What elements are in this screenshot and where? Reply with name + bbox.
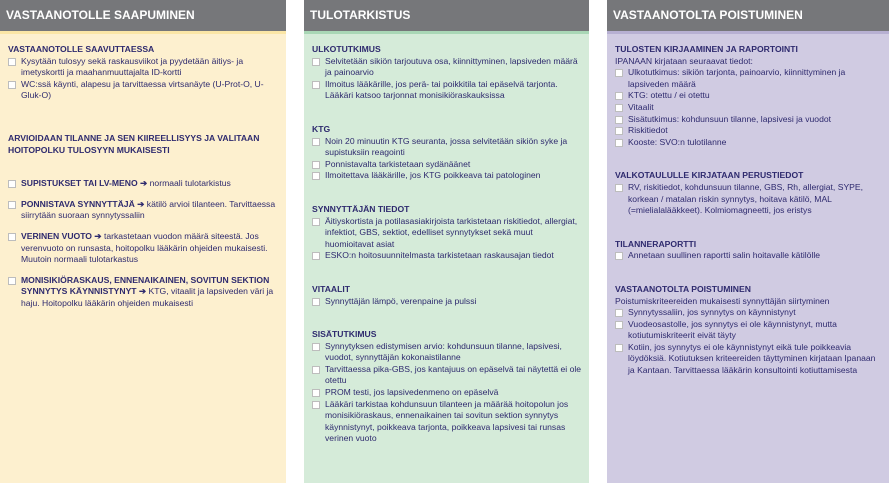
list-item: Annetaan suullinen raportti salin hoitavalle kätilölle: [615, 250, 883, 262]
checkbox-icon: [615, 139, 623, 147]
checkbox-icon: [8, 277, 16, 285]
checkbox-icon: [615, 104, 623, 112]
checkbox-icon: [312, 58, 320, 66]
checkbox-icon: [8, 81, 16, 89]
list-item: KTG: otettu / ei otettu: [615, 90, 883, 102]
checkbox-icon: [312, 81, 320, 89]
list-item: Sisätutkimus: kohdunsuun tilanne, lapsivesi ja vuodot: [615, 114, 883, 126]
list-item: Kotiin, jos synnytys ei ole käynnistynyt eikä tule poikkeavia löydöksiä. Kotiutuksen kriteereiden täyttyminen kirjataan Ipanaan ja Kantaan. Tarvittaessa lääkärin konsultointi kotiuttamisesta: [615, 342, 883, 377]
arrow-icon: ➔: [138, 286, 147, 297]
checkbox-icon: [615, 69, 623, 77]
checkbox-icon: [312, 138, 320, 146]
checkbox-icon: [615, 116, 623, 124]
checkbox-icon: [312, 389, 320, 397]
list-item: Ilmoitettava lääkärille, jos KTG poikkeava tai patologinen: [312, 170, 583, 182]
checkbox-icon: [615, 127, 623, 135]
column-body-departure: [607, 34, 889, 483]
section-intro: Poistumiskriteereiden mukaisesti synnyttäjän siirtyminen: [615, 295, 830, 306]
list-item: Äitiyskortista ja potilasasiakirjoista tarkistetaan riskitiedot, allergiat, infektiot, GBS, sektiot, edelliset synnytykset sekä muut huomioitavat asiat: [312, 216, 583, 251]
checkbox-icon: [312, 252, 320, 260]
column-admission-check: [304, 0, 589, 483]
list-item: Tarvittaessa pika-GBS, jos kantajuus on epäselvä tai näytettä ei ole otettu: [312, 364, 583, 387]
checkbox-icon: [615, 92, 623, 100]
list-item: Ponnistavalta tarkistetaan sydänäänet: [312, 159, 583, 171]
checkbox-icon: [312, 298, 320, 306]
section-title-patient-info: SYNNYTTÄJÄN TIEDOT: [312, 203, 410, 214]
section-title-departure: VASTAANOTOLTA POISTUMINEN: [615, 283, 751, 294]
checkbox-icon: [312, 343, 320, 351]
arrow-icon: ➔: [140, 178, 148, 189]
list-item: Synnytyksen edistymisen arvio: kohdunsuun tilanne, lapsivesi, vuodot, synnyttäjän kokonaistilanne: [312, 341, 583, 364]
section-title-assessment: ARVIOIDAAN TILANNE JA SEN KIIREELLISYYS JA VALITAAN HOITOPOLKU TULOSYYN MUKAISESTI: [8, 132, 260, 155]
column-departure: [607, 0, 889, 483]
checkbox-icon: [8, 58, 16, 66]
column-body-admission-check: [304, 34, 589, 483]
list-item: Kooste: SVO:n tulotilanne: [615, 137, 883, 149]
section-title-arrival: VASTAANOTOLLE SAAVUTTAESSA: [8, 44, 155, 54]
list-item: Kysytään tulosyy sekä raskausviikot ja pyydetään äitiys- ja imetyskortti ja maahanmuuttajalta ID-kortti: [8, 56, 280, 79]
list-item: Vuodeosastolle, jos synnytys ei ole käynnistynyt, mutta kotiutumiskriteerit eivät täyty: [615, 319, 883, 342]
list-item: PROM testi, jos lapsivedenmeno on epäselvä: [312, 387, 583, 399]
checkbox-icon: [615, 184, 623, 192]
section-intro: IPANAAN kirjataan seuraavat tiedot:: [615, 55, 753, 66]
list-item: MONISIKIÖRASKAUS, ENNENAIKAINEN, SOVITUN SEKTION SYNNYTYS KÄYNNISTYNYT ➔ KTG, vitaalit ja lapsiveden väri ja haju. Hoitopolku lääkärin ohjeiden mukaisesti: [8, 275, 280, 310]
checkbox-icon: [615, 344, 623, 352]
checkbox-icon: [8, 233, 16, 241]
arrow-icon: ➔: [94, 230, 102, 241]
list-item: Ulkotutkimus: sikiön tarjonta, painoarvio, kiinnittyminen ja lapsiveden määrä: [615, 67, 883, 90]
checkbox-icon: [615, 321, 623, 329]
checkbox-icon: [615, 309, 623, 317]
list-item: SUPISTUKSET TAI LV-MENO ➔ normaali tulotarkistus: [8, 178, 280, 190]
checkbox-icon: [312, 172, 320, 180]
list-item: WC:ssä käynti, alapesu ja tarvittaessa virtsanäyte (U-Prot-O, U-Gluk-O): [8, 79, 280, 102]
section-title-recording: TULOSTEN KIRJAAMINEN JA RAPORTOINTI: [615, 44, 798, 54]
list-item: PONNISTAVA SYNNYTTÄJÄ ➔ kätilö arvioi tilanteen. Tarvittaessa siirrytään suoraan synnytyssaliin: [8, 199, 280, 222]
section-title-internal-exam: SISÄTUTKIMUS: [312, 329, 377, 340]
checkbox-icon: [312, 401, 320, 409]
column-arrival: [0, 0, 286, 483]
column-header-departure: VASTAANOTOLTA POISTUMINEN: [607, 0, 889, 31]
list-item: ESKO:n hoitosuunnitelmasta tarkistetaan raskausajan tiedot: [312, 250, 583, 262]
column-header-admission-check: TULOTARKISTUS: [304, 0, 589, 31]
section-title-status-report: TILANNERAPORTTI: [615, 238, 697, 249]
checkbox-icon: [615, 252, 623, 260]
list-item: VERINEN VUOTO ➔ tarkastetaan vuodon määrä siteestä. Jos verenvuoto on runsasta, hoitopolku lääkärin ohjeiden mukaisesti. Muutoin normaali tulotarkastus: [8, 231, 280, 266]
list-item: Synnyttäjän lämpö, verenpaine ja pulssi: [312, 296, 583, 308]
section-title-whiteboard: VALKOTAULULLE KIRJATAAN PERUSTIEDOT: [615, 170, 804, 181]
section-title-external-exam: ULKOTUTKIMUS: [312, 44, 381, 54]
column-header-arrival: VASTAANOTOLLE SAAPUMINEN: [0, 0, 286, 31]
list-item: Synnytyssaliin, jos synnytys on käynnistynyt: [615, 307, 883, 319]
section-title-ktg: KTG: [312, 123, 331, 134]
checkbox-icon: [8, 180, 16, 188]
section-title-vitals: VITAALIT: [312, 283, 351, 294]
list-item: Lääkäri tarkistaa kohdunsuun tilanteen ja määrää hoitopolun jos monisikiöraskaus, ennenaikainen tai sovitun sektion synnytys käynnistynyt, poikkeava tarjonta, poikkeava lapsivesi tai runsas verinen vuoto: [312, 399, 583, 445]
checkbox-icon: [312, 366, 320, 374]
arrow-icon: ➔: [137, 198, 145, 209]
checkbox-icon: [312, 218, 320, 226]
list-item: Noin 20 minuutin KTG seuranta, jossa selvitetään sikiön syke ja supistuksiin reagointi: [312, 136, 583, 159]
list-item: Selvitetään sikiön tarjoutuva osa, kiinnittyminen, lapsiveden määrä ja painoarvio: [312, 56, 583, 79]
list-item: Riskitiedot: [615, 125, 883, 137]
list-item: Vitaalit: [615, 102, 883, 114]
checkbox-icon: [8, 201, 16, 209]
checkbox-icon: [312, 161, 320, 169]
list-item: Ilmoitus lääkärille, jos perä- tai poikkitila tai epäselvä tarjonta. Lääkäri katsoo tarjonnat monisikiöraskauksissa: [312, 79, 583, 102]
list-item: RV, riskitiedot, kohdunsuun tilanne, GBS, Rh, allergiat, SYPE, korkean / matalan riskin synnytys, hoitava kätilö, MAL (=mielialalääkkeet). Kolmiomagneetti, jos eristys: [615, 182, 883, 217]
column-body-arrival: [0, 34, 286, 483]
